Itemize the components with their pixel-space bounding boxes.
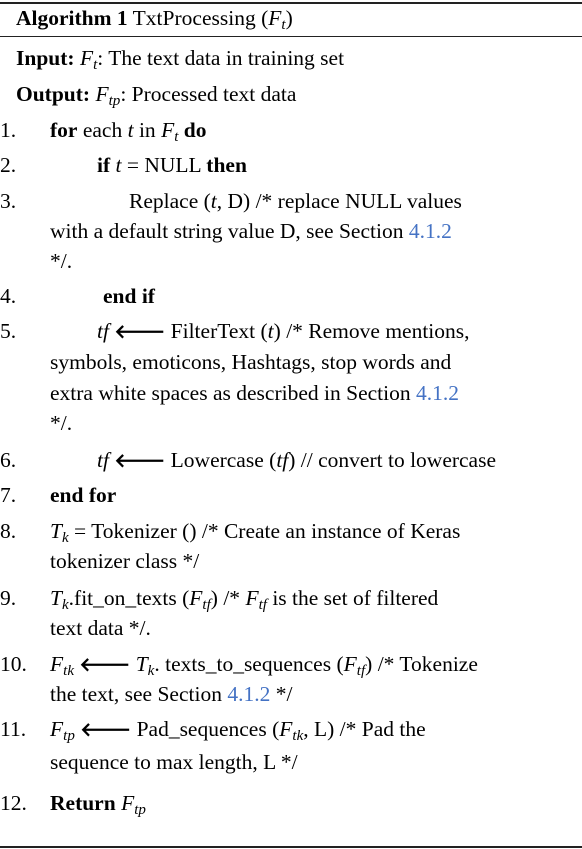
- output-line: Output: $F_{tp}$: Processed text data: [16, 82, 297, 109]
- step-5-line-4: */.: [50, 411, 73, 435]
- step-2-text: if t = NULL then: [97, 153, 247, 177]
- step-number: 6.: [0, 448, 17, 472]
- bottom-rule: [0, 846, 582, 848]
- step-11-line-1: $F_{tp}$ 🡐 Pad_sequences ($F_{tk}$, L) /* Pad the: [50, 717, 426, 744]
- step-12-text: Return $F_{tp}$: [50, 791, 146, 818]
- step-6-text: tf 🡐 Lowercase (tf) // convert to lowercase: [97, 448, 497, 472]
- algorithm-title: Algorithm 1 TxtProcessing $(F_t)$: [16, 6, 293, 33]
- step-8-line-2: tokenizer class */: [50, 549, 200, 573]
- section-link[interactable]: 4.1.2: [415, 381, 459, 405]
- step-9-line-2: text data */.: [50, 616, 151, 640]
- step-5-line-3: extra white spaces as described in Section 4.1.2: [50, 381, 459, 405]
- section-link[interactable]: 4.1.2: [408, 219, 452, 243]
- step-number: 7.: [0, 483, 17, 507]
- step-number: 1.: [0, 118, 17, 142]
- step-5-line-1: tf 🡐 FilterText (t) /* Remove mentions,: [97, 319, 470, 343]
- step-5-line-2: symbols, emoticons, Hashtags, stop words and: [50, 350, 452, 374]
- step-10-line-2: the text, see Section 4.1.2 */: [50, 682, 293, 706]
- title-rule: [0, 36, 582, 37]
- step-10-line-1: $F_{tk}$ 🡐 $T_k$. texts_to_sequences $(F_{tf})$ /* Tokenize: [50, 652, 478, 679]
- step-1-text: for each t in $F_t$ do: [50, 118, 207, 145]
- step-number: 4.: [0, 284, 17, 308]
- step-7-text: end for: [50, 483, 117, 507]
- step-number: 10.: [0, 652, 27, 676]
- step-number: 3.: [0, 189, 17, 213]
- step-3-line-1: Replace (t, D) /* replace NULL values: [129, 189, 462, 213]
- input-line: Input: $F_t$: The text data in training set: [16, 46, 345, 73]
- step-number: 12.: [0, 791, 27, 815]
- step-3-line-3: */.: [50, 249, 73, 273]
- step-number: 5.: [0, 319, 17, 343]
- left-arrow-icon: 🡐: [79, 654, 131, 676]
- left-arrow-icon: 🡐: [80, 719, 132, 741]
- step-number: 11.: [0, 717, 27, 741]
- step-number: 8.: [0, 519, 17, 543]
- step-number: 2.: [0, 153, 17, 177]
- step-number: 9.: [0, 586, 17, 610]
- top-rule: [0, 2, 582, 4]
- section-link[interactable]: 4.1.2: [227, 682, 271, 706]
- left-arrow-icon: 🡐: [114, 321, 166, 343]
- step-8-line-1: $T_k$ = Tokenizer () /* Create an instance of Keras: [50, 519, 461, 546]
- step-4-text: end if: [103, 284, 155, 308]
- step-3-line-2: with a default string value D, see Section 4.1.2: [50, 219, 452, 243]
- left-arrow-icon: 🡐: [114, 450, 166, 472]
- step-11-line-2: sequence to max length, L */: [50, 750, 298, 774]
- step-9-line-1: $T_k.fit\_on\_texts$ $(F_{tf}) /* F_{tf}$ is the set of filtered: [50, 586, 439, 613]
